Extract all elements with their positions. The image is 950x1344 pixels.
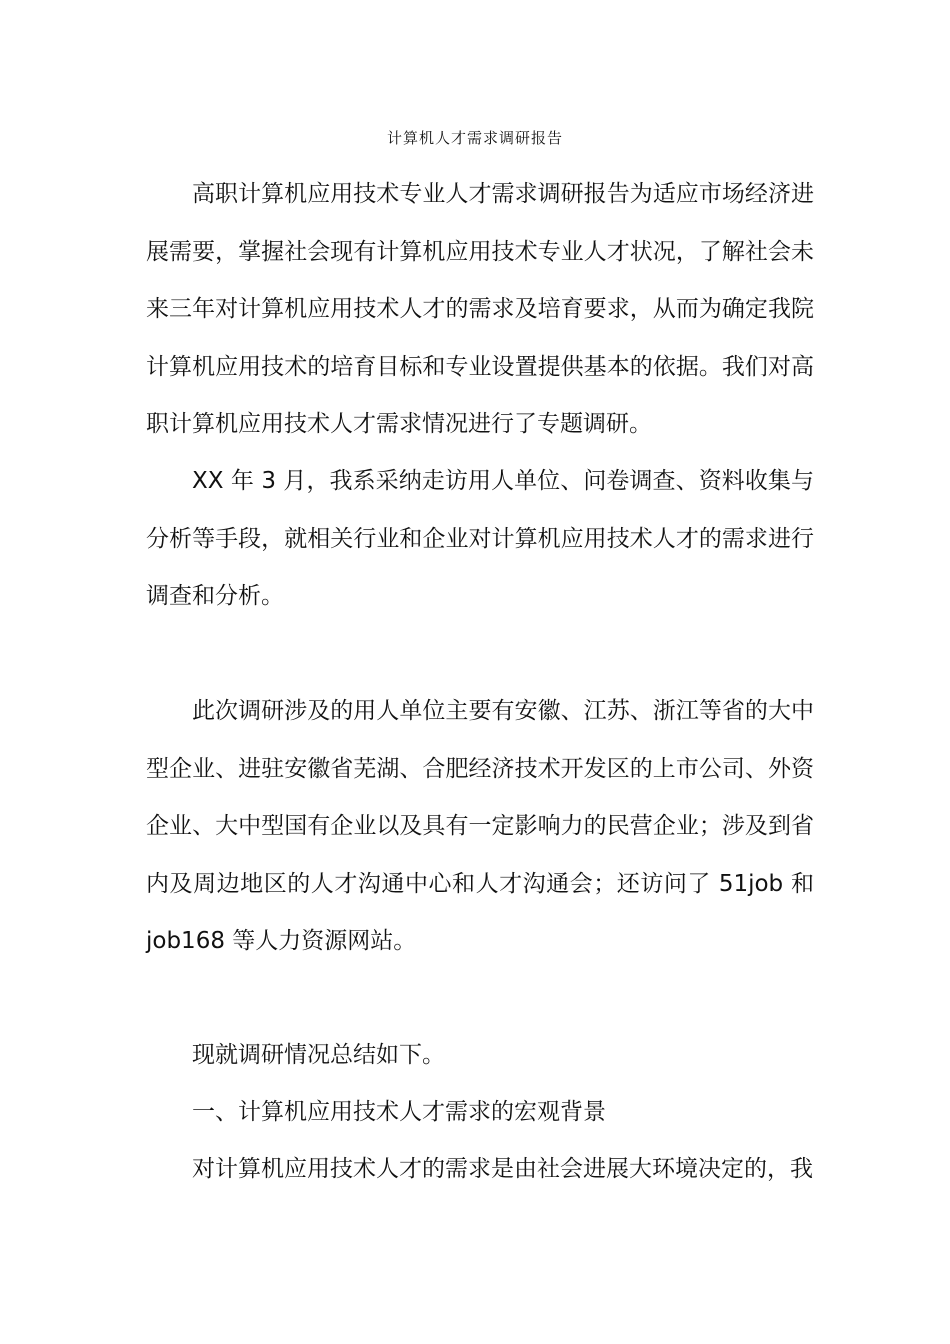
paragraph-method — [146, 453, 814, 626]
paragraph-text: 对计算机应用技术人才的需求是由社会进展大环境决定的，我 — [192, 1156, 813, 1182]
paragraph-scope — [146, 683, 814, 971]
paragraph-summary-intro — [146, 1027, 814, 1085]
paragraph-text: 此次调研涉及的用人单位主要有安徽、江苏、浙江等省的大中型企业、进驻安徽省芜湖、合肥经济技术开发区的上市公司、外资企业、大中型国有企业以及具有一定影响力的民营企业；涉及到省内及周边地区的人才沟通中心和人才沟通会；还访问了 51job 和 job168 等人力资源网站。 — [146, 698, 814, 954]
paragraph-text: 高职计算机应用技术专业人才需求调研报告为适应市场经济进展需要，掌握社会现有计算机应用技术专业人才状况，了解社会未来三年对计算机应用技术人才的需求及培育要求，从而为确定我院计算机应用技术的培育目标和专业设置提供基本的依据。我们对高职计算机应用技术人才需求情况进行了专题调研。 — [146, 181, 814, 437]
paragraph-background — [146, 1141, 814, 1199]
paragraph-text: XX 年 3 月，我系采纳走访用人单位、问卷调查、资料收集与分析等手段，就相关行业和企业对计算机应用技术人才的需求进行调查和分析。 — [146, 468, 814, 609]
document-title: 计算机人才需求调研报告 — [386, 129, 563, 147]
paragraph-intro — [146, 166, 814, 454]
section-heading-text: 一、计算机应用技术人才需求的宏观背景 — [192, 1099, 606, 1125]
paragraph-text: 现就调研情况总结如下。 — [192, 1042, 445, 1068]
section-heading-1 — [146, 1084, 814, 1142]
